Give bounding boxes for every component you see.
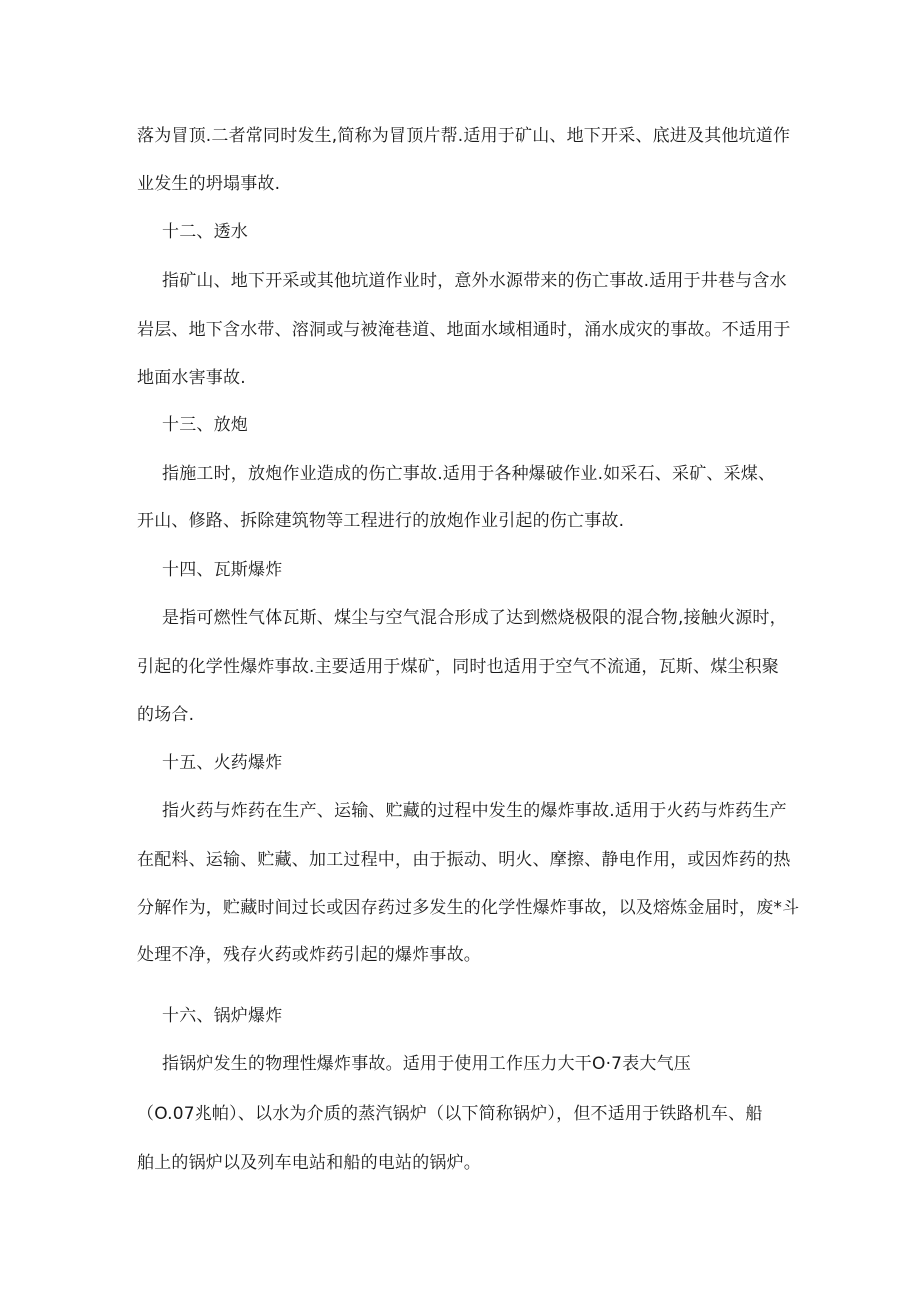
paragraph-line: 指矿山、地下开采或其他坑道作业时，意外水源带来的伤亡事故.适用于井巷与含水 bbox=[162, 271, 787, 291]
section-heading: 十六、锅炉爆炸 bbox=[162, 1006, 283, 1026]
paragraph-line: 岩层、地下含水带、溶洞或与被淹巷道、地面水域相通时，涌水成灾的事故。不适用于 bbox=[137, 320, 791, 340]
section-heading: 十二、透水 bbox=[162, 222, 248, 242]
paragraph-line: （O.07兆帕）、以水为介质的蒸汽锅炉（以下简称锅炉），但不适用于铁路机车、船 bbox=[137, 1104, 763, 1124]
paragraph-line: 指锅炉发生的物理性爆炸事故。适用于使用工作压力大干O·7表大气压 bbox=[162, 1054, 691, 1074]
section-heading: 十三、放炮 bbox=[162, 415, 248, 435]
paragraph-line: 的场合. bbox=[137, 705, 195, 725]
paragraph-line: 指火药与炸药在生产、运输、贮藏的过程中发生的爆炸事故.适用于火药与炸药生产 bbox=[162, 801, 787, 821]
paragraph-line: 是指可燃性气体瓦斯、煤尘与空气混合形成了达到燃烧极限的混合物,接触火源时， bbox=[162, 608, 787, 628]
paragraph-line: 落为冒顶.二者常同时发生,简称为冒顶片帮.适用于矿山、地下开采、底进及其他坑道作 bbox=[137, 126, 791, 146]
paragraph-line: 业发生的坍塌事故. bbox=[137, 174, 281, 194]
paragraph-line: 处理不净，残存火药或炸药引起的爆炸事故。 bbox=[137, 945, 481, 965]
paragraph-line: 分解作为，贮藏时间过长或因存药过多发生的化学性爆炸事故，以及熔炼金届时，废*斗 bbox=[137, 898, 800, 918]
paragraph-line: 引起的化学性爆炸事故.主要适用于煤矿，同时也适用于空气不流通，瓦斯、煤尘积聚 bbox=[137, 657, 780, 677]
paragraph-line: 舶上的锅炉以及列车电站和船的电站的锅炉。 bbox=[137, 1153, 481, 1173]
section-heading: 十五、火药爆炸 bbox=[162, 753, 283, 773]
section-heading: 十四、瓦斯爆炸 bbox=[162, 560, 283, 580]
paragraph-line: 地面水害事故. bbox=[137, 368, 246, 388]
paragraph-line: 指施工时，放炮作业造成的伤亡事故.适用于各种爆破作业.如采石、采矿、采煤、 bbox=[162, 464, 776, 484]
paragraph-line: 开山、修路、拆除建筑物等工程进行的放炮作业引起的伤亡事故. bbox=[137, 511, 625, 531]
paragraph-line: 在配料、运输、贮藏、加工过程中，由于振动、明火、摩擦、静电作用，或因炸药的热 bbox=[137, 850, 791, 870]
